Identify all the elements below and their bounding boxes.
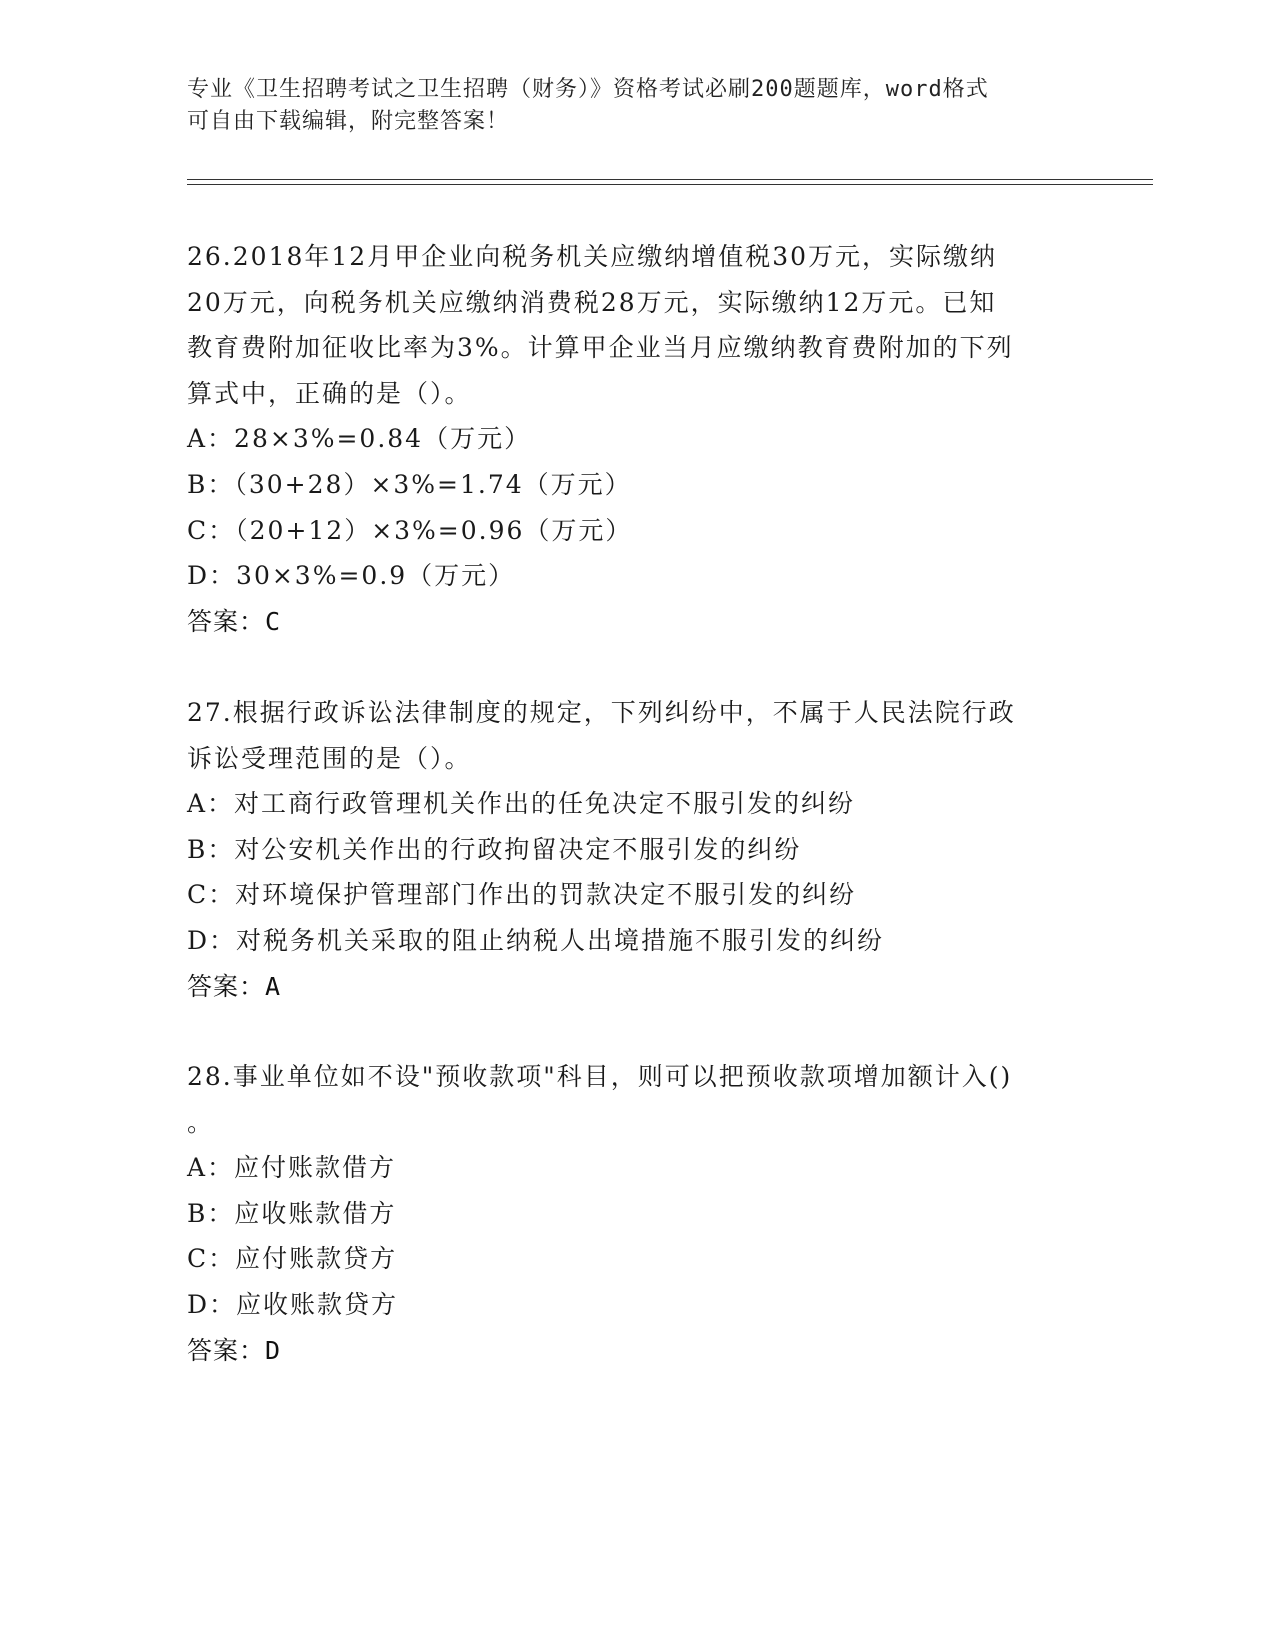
question-stem-line: 教育费附加征收比率为3%。计算甲企业当月应缴纳教育费附加的下列 <box>187 333 1014 363</box>
option-b: B：对公安机关作出的行政拘留决定不服引发的纠纷 <box>187 834 802 864</box>
question-26 <box>187 234 1067 644</box>
option-a: A：应付账款借方 <box>187 1153 397 1183</box>
question-stem-line: 诉讼受理范围的是（）。 <box>187 743 472 773</box>
option-d: D：应收账款贷方 <box>187 1289 399 1319</box>
question-stem-line: 27.根据行政诉讼法律制度的规定，下列纠纷中，不属于人民法院行政 <box>187 698 1016 727</box>
document-header <box>187 74 1067 138</box>
question-stem-line: 26.2018年12月甲企业向税务机关应缴纳增值税30万元，实际缴纳 <box>187 242 998 271</box>
option-a: A：对工商行政管理机关作出的任免决定不服引发的纠纷 <box>187 789 856 819</box>
header-divider <box>187 184 1153 185</box>
option-b: B：应收账款借方 <box>187 1198 397 1228</box>
question-stem-line: 28.事业单位如不设"预收款项"科目，则可以把预收款项增加额计入() <box>187 1062 1013 1091</box>
option-d: D：30×3%=0.9（万元） <box>187 561 516 591</box>
header-line: 专业《卫生招聘考试之卫生招聘（财务）》资格考试必刷200题题库，word格式 <box>187 77 989 102</box>
question-stem-line: 。 <box>187 1107 215 1137</box>
answer-label: 答案：C <box>187 606 282 636</box>
question-stem-line: 20万元，向税务机关应缴纳消费税28万元，实际缴纳12万元。已知 <box>187 287 997 317</box>
option-c: C：对环境保护管理部门作出的罚款决定不服引发的纠纷 <box>187 880 857 910</box>
option-c: C：（20+12）×3%=0.96（万元） <box>187 515 633 545</box>
header-divider <box>187 179 1153 180</box>
question-27 <box>187 690 1067 1009</box>
question-stem-line: 算式中，正确的是（）。 <box>187 378 472 408</box>
answer-label: 答案：D <box>187 1335 282 1365</box>
option-c: C：应付账款贷方 <box>187 1244 398 1274</box>
option-a: A：28×3%=0.84（万元） <box>187 424 532 454</box>
header-line: 可自由下载编辑，附完整答案！ <box>187 109 510 134</box>
option-b: B：（30+28）×3%=1.74（万元） <box>187 469 632 499</box>
answer-label: 答案：A <box>187 971 282 1001</box>
question-28 <box>187 1054 1067 1373</box>
option-d: D：对税务机关采取的阻止纳税人出境措施不服引发的纠纷 <box>187 925 885 955</box>
